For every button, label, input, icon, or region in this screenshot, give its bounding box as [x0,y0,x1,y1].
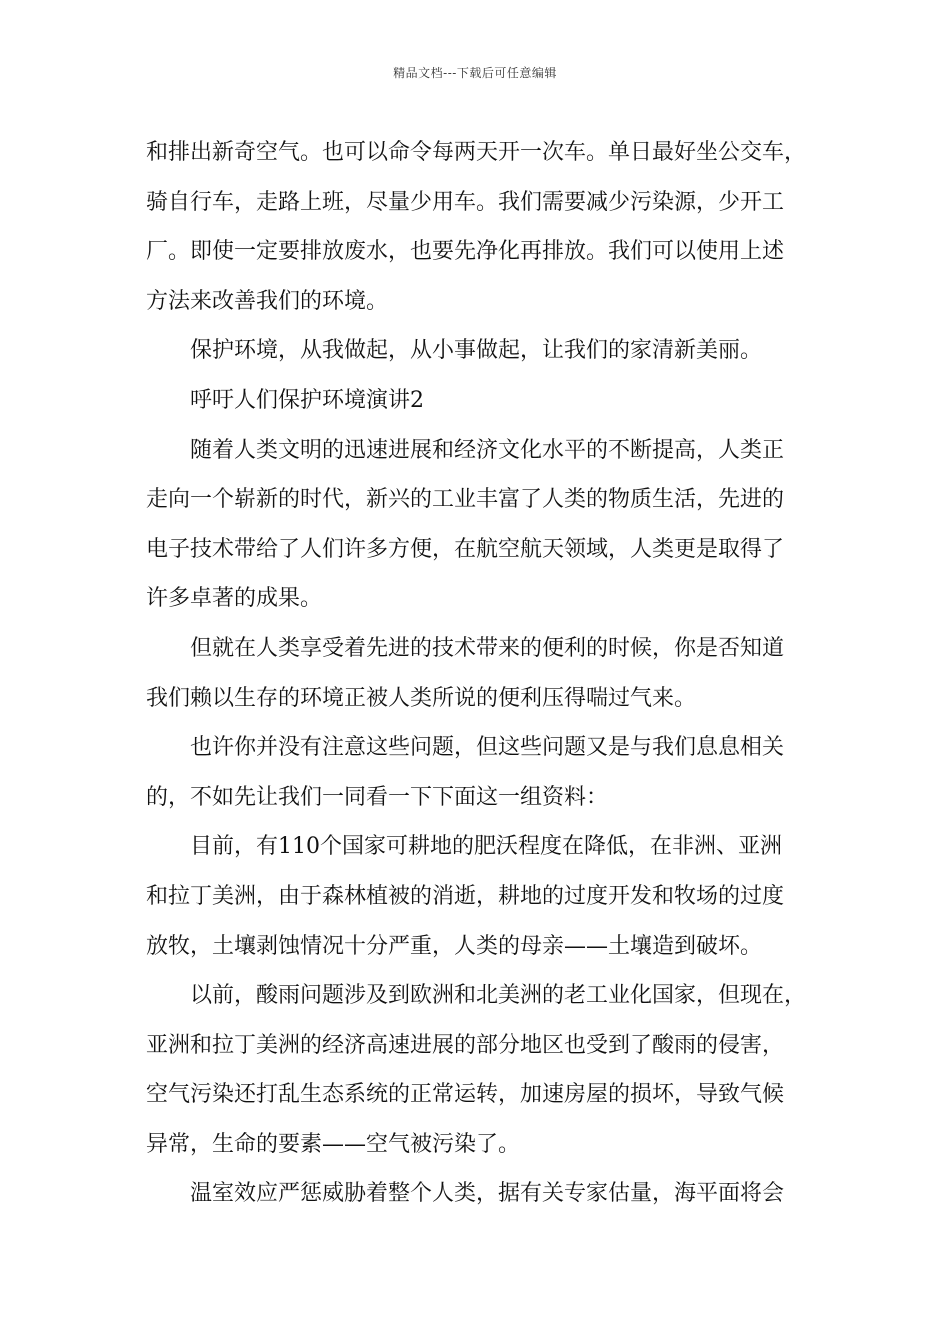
text-line: 但就在人类享受着先进的技术带来的便利的时候，你是否知道 [190,635,785,661]
page-header: 精品文档---下载后可任意编辑 [393,66,557,80]
text-line: 放牧，土壤剥蚀情况十分严重，人类的母亲——土壤造到破坏。 [146,933,763,959]
paragraph [146,822,816,971]
text-line: 呼吁人们保护环境演讲2 [190,387,424,413]
text-line: 异常，生命的要素——空气被污染了。 [146,1131,521,1157]
text-line: 温室效应严惩威胁着整个人类，据有关专家估量，海平面将会 [190,1181,785,1207]
text-line: 亚洲和拉丁美洲的经济高速进展的部分地区也受到了酸雨的侵害， [146,1032,785,1058]
text-line: 空气污染还打乱生态系统的正常运转，加速房屋的损坏，导致气候 [146,1082,785,1108]
document-body [146,128,816,1219]
text-line: 的，不如先让我们一同看一下下面这一组资料： [146,784,609,810]
text-line: 方法来改善我们的环境。 [146,288,389,314]
text-line: 随着人类文明的迅速进展和经济文化水平的不断提高，人类正 [190,437,785,463]
text-line: 许多卓著的成果。 [146,586,323,612]
section-heading [146,376,816,426]
text-line: 我们赖以生存的环境正被人类所说的便利压得喘过气来。 [146,685,697,711]
paragraph [146,624,816,723]
text-line: 以前，酸雨问题涉及到欧洲和北美洲的老工业化国家，但现在， [190,983,807,1009]
text-line: 骑自行车，走路上班，尽量少用车。我们需要减少污染源，少开工 [146,189,785,215]
text-line: 和拉丁美洲，由于森林植被的消逝，耕地的过度开发和牧场的过度 [146,883,785,909]
paragraph [146,426,816,624]
paragraph [146,326,816,376]
text-line: 目前，有110个国家可耕地的肥沃程度在降低，在非洲、亚洲 [190,834,782,860]
text-line: 电子技术带给了人们许多方便，在航空航天领域，人类更是取得了 [146,536,785,562]
paragraph [146,128,816,326]
paragraph [146,971,816,1169]
text-line: 也许你并没有注意这些问题，但这些问题又是与我们息息相关 [190,735,785,761]
paragraph [146,723,816,822]
paragraph [146,1169,816,1219]
text-line: 厂。即使一定要排放废水，也要先净化再排放。我们可以使用上述 [146,239,785,265]
text-line: 和排出新奇空气。也可以命令每两天开一次车。单日最好坐公交车， [146,140,807,165]
text-line: 保护环境，从我做起，从小事做起，让我们的家清新美丽。 [190,338,763,364]
text-line: 走向一个崭新的时代，新兴的工业丰富了人类的物质生活，先进的 [146,487,785,513]
